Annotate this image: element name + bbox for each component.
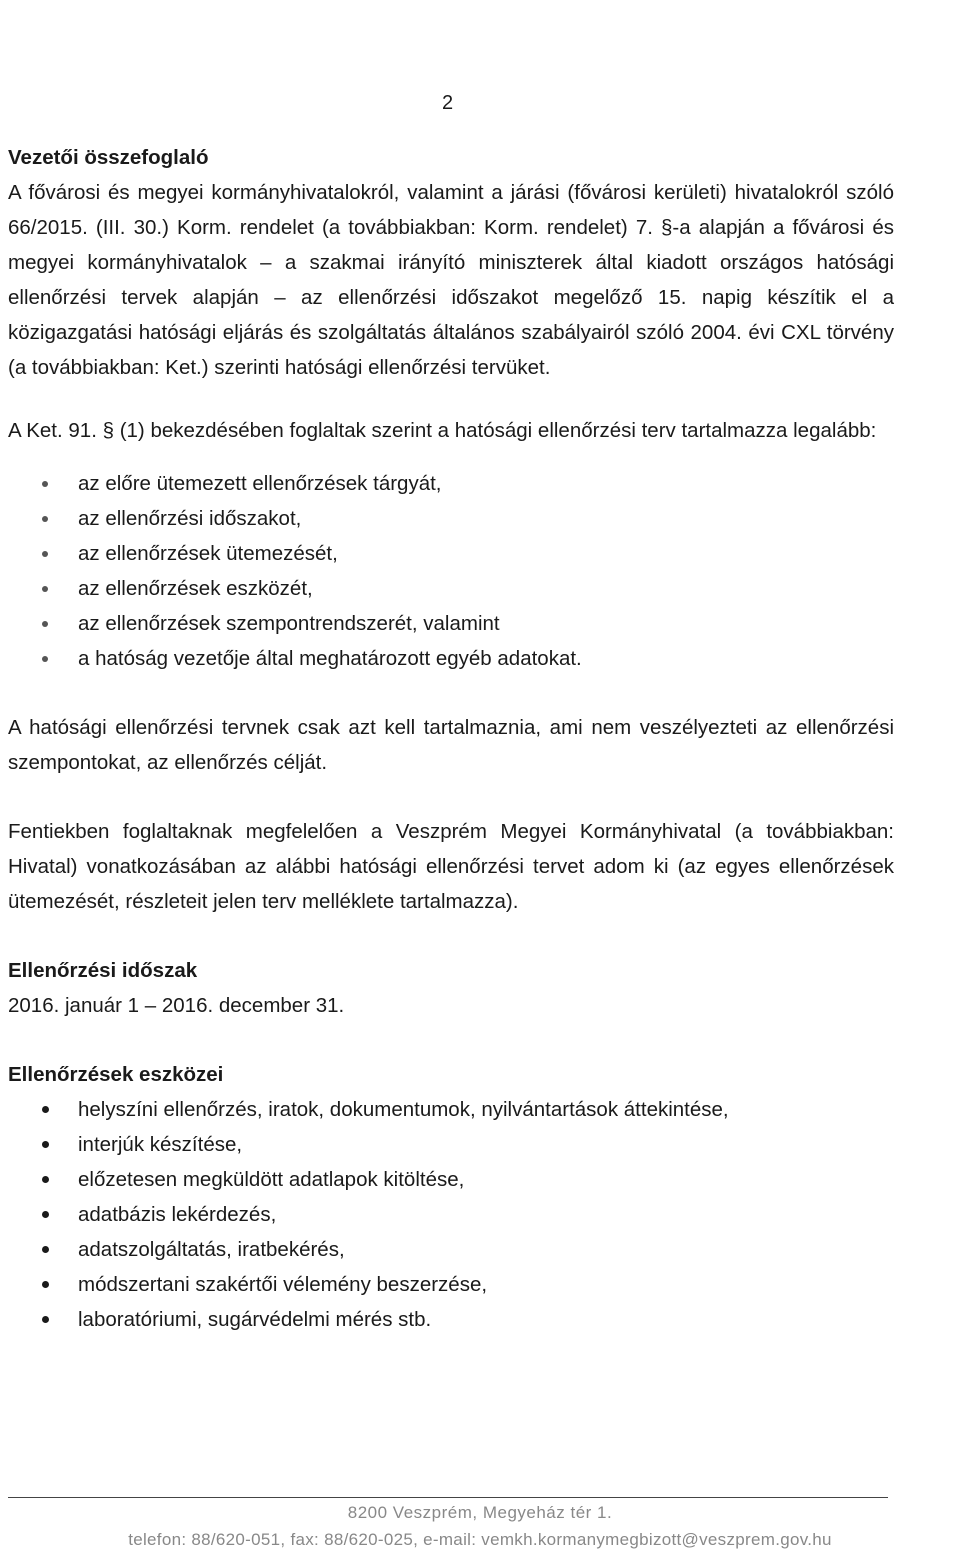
- summary-paragraph: A fővárosi és megyei kormányhivatalokról, valamint a járási (fővárosi kerületi) hivatalokról szóló 66/2015. (III. 30.) Korm. rendelet (a továbbiakban: Korm. rendelet) 7. §-a alapján a fővárosi és megyei kormányhivatalok – a szakmai irányító miniszterek által kiadott országos hatósági ellenőrzési tervek alapján – az ellenőrzési időszakot megelőző 15. napig készítik el a közigazgatási hatósági eljárás és szolgáltatás általános szabályairól szóló 2004. évi CXL törvény (a továbbiakban: Ket.) szerinti hatósági ellenőrzési tervüket.: [8, 181, 894, 379]
- list-item: az ellenőrzési időszakot,: [8, 501, 894, 536]
- list-item: adatbázis lekérdezés,: [8, 1197, 894, 1232]
- footer-divider: [8, 1497, 888, 1498]
- bullet-icon: [42, 586, 48, 592]
- plan-issue-paragraph: Fentiekben foglaltaknak megfelelően a Veszprém Megyei Kormányhivatal (a továbbiakban: Hivatal) vonatkozásában az alábbi hatósági ellenőrzési tervet adom ki (az egyes ellenőrzések ütemezését, részleteit jelen terv melléklete tartalmazza).: [8, 820, 894, 913]
- ket-requirements-list: [8, 466, 894, 676]
- list-item: az ellenőrzések szempontrendszerét, valamint: [8, 606, 894, 641]
- bullet-icon: [42, 481, 48, 487]
- bullet-icon: [42, 1176, 49, 1183]
- bullet-icon: [42, 551, 48, 557]
- list-item: az ellenőrzések ütemezését,: [8, 536, 894, 571]
- period-value: 2016. január 1 – 2016. december 31.: [8, 994, 345, 1017]
- bullet-icon: [42, 1316, 49, 1323]
- page-number: 2: [442, 92, 454, 114]
- list-item: a hatóság vezetője által meghatározott egyéb adatokat.: [8, 641, 894, 676]
- bullet-icon: [42, 1211, 49, 1218]
- bullet-icon: [42, 516, 48, 522]
- bullet-icon: [42, 1106, 49, 1113]
- document-body: [8, 140, 894, 1337]
- bullet-icon: [42, 1141, 49, 1148]
- bullet-icon: [42, 656, 48, 662]
- list-item: módszertani szakértői vélemény beszerzése,: [8, 1267, 894, 1302]
- summary-heading: Vezetői összefoglaló: [8, 146, 209, 169]
- plan-content-paragraph: A hatósági ellenőrzési tervnek csak azt kell tartalmaznia, ami nem veszélyezteti az ellenőrzési szempontokat, az ellenőrzés célját.: [8, 716, 894, 774]
- list-item: az előre ütemezett ellenőrzések tárgyát,: [8, 466, 894, 501]
- list-item: helyszíni ellenőrzés, iratok, dokumentumok, nyilvántartások áttekintése,: [8, 1092, 894, 1127]
- bullet-icon: [42, 1246, 49, 1253]
- list-item: interjúk készítése,: [8, 1127, 894, 1162]
- footer-address: 8200 Veszprém, Megyeház tér 1.: [347, 1503, 613, 1522]
- period-heading: Ellenőrzési időszak: [8, 959, 198, 982]
- list-item: előzetesen megküldött adatlapok kitöltése,: [8, 1162, 894, 1197]
- bullet-icon: [42, 621, 48, 627]
- bullet-icon: [42, 1281, 49, 1288]
- tools-heading: Ellenőrzések eszközei: [8, 1063, 224, 1086]
- list-item: adatszolgáltatás, iratbekérés,: [8, 1232, 894, 1267]
- ket-intro-paragraph: A Ket. 91. § (1) bekezdésében foglaltak szerint a hatósági ellenőrzési terv tartalmazza legalább:: [8, 419, 877, 442]
- tools-list: [8, 1092, 894, 1337]
- footer-contact: telefon: 88/620-051, fax: 88/620-025, e-mail: vemkh.kormanymegbizott@veszprem.gov.hu: [128, 1530, 832, 1549]
- list-item: az ellenőrzések eszközét,: [8, 571, 894, 606]
- list-item: laboratóriumi, sugárvédelmi mérés stb.: [8, 1302, 894, 1337]
